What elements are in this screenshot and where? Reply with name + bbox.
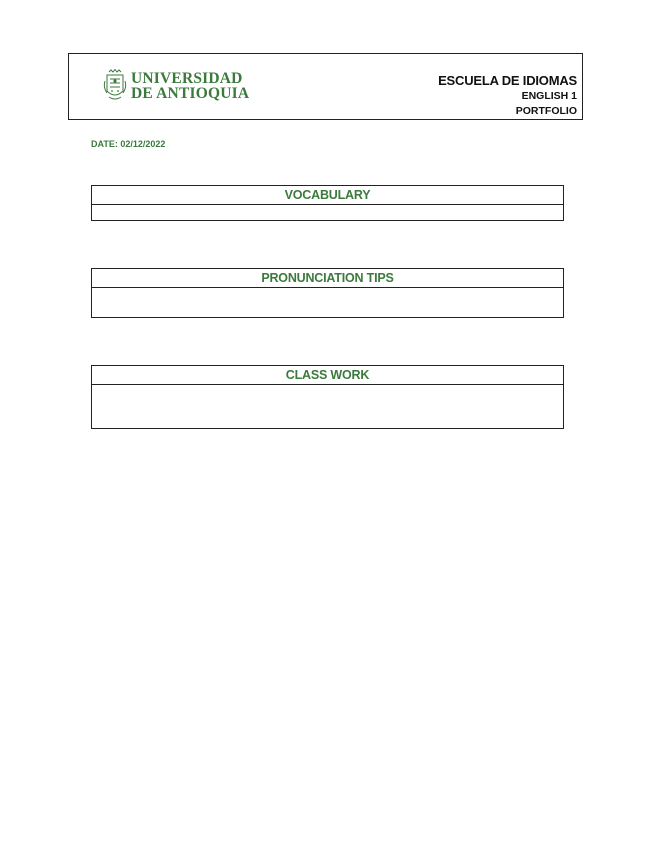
vocabulary-section: [91, 185, 564, 221]
section-title: CLASS WORK: [92, 366, 563, 385]
pronunciation-tips-section: [91, 268, 564, 318]
section-title: VOCABULARY: [92, 186, 563, 205]
section-body: [92, 205, 563, 220]
section-title: PRONUNCIATION TIPS: [92, 269, 563, 288]
university-logo: [103, 69, 249, 103]
university-seal-icon: [103, 69, 127, 103]
header-info: [438, 72, 577, 119]
school-name: ESCUELA DE IDIOMAS: [438, 73, 577, 88]
date-label: DATE: 02/12/2022: [91, 139, 166, 149]
section-body: [92, 385, 563, 428]
course-name: ENGLISH 1: [521, 90, 577, 102]
class-work-section: [91, 365, 564, 429]
document-header: [68, 53, 583, 120]
university-name: [131, 71, 249, 101]
university-name-line1: UNIVERSIDAD: [131, 70, 243, 87]
document-type: PORTFOLIO: [515, 105, 577, 117]
section-body: [92, 288, 563, 317]
university-name-line2: DE ANTIOQUIA: [131, 85, 250, 102]
